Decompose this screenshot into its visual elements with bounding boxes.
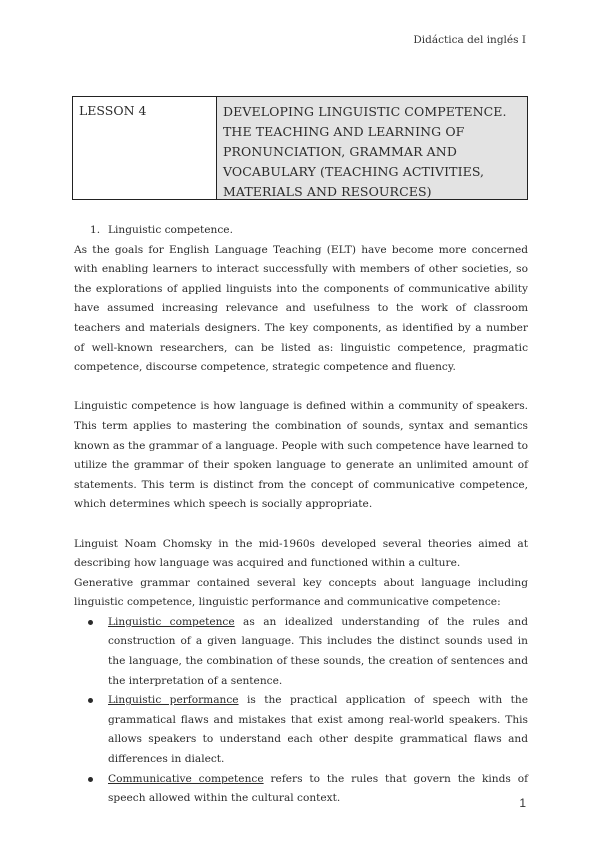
bullet-icon — [88, 698, 93, 703]
list-item — [74, 613, 528, 691]
paragraph-definition: Linguistic competence is how language is defined within a community of speakers. This term applies to mastering the combination of sounds, syntax and semantics known as the grammar of a language. People with such competence have learned to utilize the grammar of their spoken language to generate an unlimited amount of statements. This term is distinct from the concept of communicative competence, which determines which speech is socially appropriate. — [74, 400, 528, 511]
bullet-icon — [88, 620, 93, 625]
lesson-title-table — [72, 96, 528, 200]
paragraph-generative-grammar: Generative grammar contained several key concepts about language including linguistic competence, linguistic performance and communicative competence: — [74, 576, 528, 609]
term-linguistic-performance: Linguistic performance — [108, 694, 239, 707]
lesson-number: LESSON 4 — [73, 97, 217, 199]
paragraph-chomsky: Linguist Noam Chomsky in the mid-1960s developed several theories aimed at describing how language was acquired and functioned within a culture. — [74, 537, 528, 570]
term-description: as an idealized understanding of the rules and construction of a given language. This includes the distinct sounds used in the language, the combination of these sounds, the creation of sentences and the interpretation of a sentence. — [108, 615, 528, 687]
page-number: 1 — [519, 796, 526, 810]
lesson-title: DEVELOPING LINGUISTIC COMPETENCE. THE TEACHING AND LEARNING OF PRONUNCIATION, GRAMMAR AND VOCABULARY (TEACHING ACTIVITIES, MATERIALS AND RESOURCES) — [217, 97, 527, 199]
term-description: refers to the rules that govern the kinds of speech allowed within the cultural context. — [108, 772, 528, 805]
term-description: is the practical application of speech with the grammatical flaws and mistakes that exist among real-world speakers. This allows speakers to understand each other despite grammatical flaws and differences in dialect. — [108, 694, 528, 766]
list-item — [74, 770, 528, 809]
bullet-icon — [88, 777, 93, 782]
paragraph-intro: As the goals for English Language Teaching (ELT) have become more concerned with enabling learners to interact successfully with members of other societies, so the explorations of applied linguists into the components of communicative ability have assumed increasing relevance and usefulness to the work of classroom teachers and materials designers. The key components, as identified by a number of well-known researchers, can be listed as: linguistic competence, pragmatic competence, discourse competence, strategic competence and fluency. — [74, 243, 528, 374]
section-title: Linguistic competence. — [108, 224, 233, 236]
section-heading — [74, 221, 528, 241]
section-number: 1. — [90, 224, 101, 236]
concept-list — [74, 613, 528, 809]
list-item — [74, 691, 528, 769]
term-linguistic-competence: Linguistic competence — [108, 615, 235, 628]
document-body — [74, 221, 528, 809]
term-communicative-competence: Communicative competence — [108, 772, 264, 785]
running-header: Didáctica del inglés I — [413, 34, 526, 46]
